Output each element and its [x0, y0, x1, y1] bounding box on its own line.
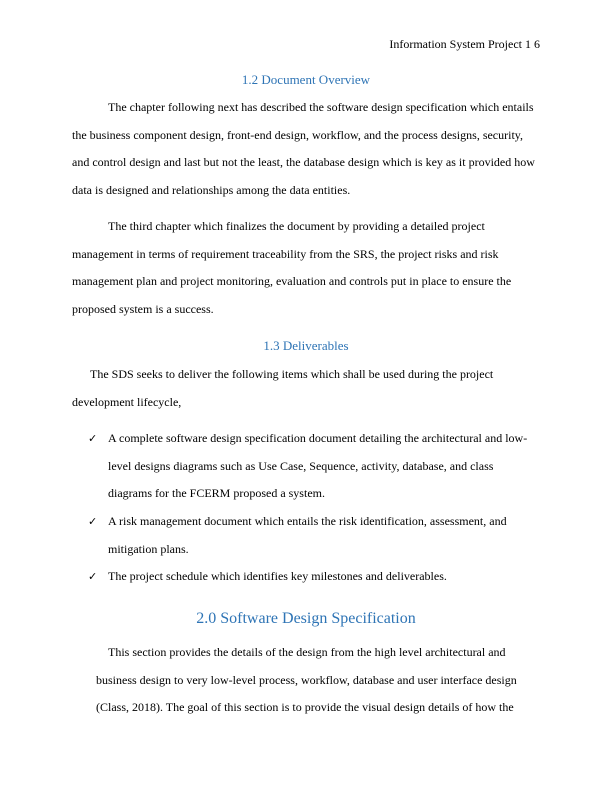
paragraph-line: The chapter following next has described the software design specification which entails — [108, 100, 534, 114]
heading-software-design-specification: 2.0 Software Design Specification — [196, 610, 416, 627]
bullet-line: mitigation plans. — [108, 541, 189, 556]
bullet-line: A complete software design specification document detailing the architectural and low- — [108, 431, 528, 445]
paragraph-line: management plan and project monitoring, evaluation and controls put in place to ensure the — [72, 274, 512, 288]
paragraph-document-overview-1 — [72, 94, 535, 204]
paragraph-line: The SDS seeks to deliver the following items which shall be used during the project — [90, 367, 494, 381]
paragraph-line: development lifecycle, — [72, 394, 182, 409]
bullet-line: diagrams for the FCERM proposed a system. — [108, 486, 325, 500]
paragraph-line: proposed system is a success. — [72, 301, 214, 316]
heading-deliverables: 1.3 Deliverables — [263, 338, 349, 353]
paragraph-line: and control design and last but not the least, the database design which is key as it provided how — [72, 155, 535, 169]
paragraph-line: The third chapter which finalizes the document by providing a detailed project — [108, 219, 485, 233]
bullet-line: The project schedule which identifies key milestones and deliverables. — [108, 569, 447, 583]
paragraph-software-design-specification — [96, 639, 517, 722]
paragraph-document-overview-2 — [72, 213, 511, 323]
bullet-line: A risk management document which entails the risk identification, assessment, and — [108, 514, 507, 528]
checkmark-icon: ✓ — [88, 515, 98, 528]
paragraph-line: business design to very low-level process, workflow, database and user interface design — [96, 672, 517, 687]
paragraph-deliverables-intro — [72, 361, 494, 416]
paragraph-line: the business component design, front-end design, workflow, and the process designs, security, — [72, 127, 524, 142]
checkmark-icon: ✓ — [88, 570, 98, 583]
paragraph-line: This section provides the details of the design from the high level architectural and — [108, 645, 506, 659]
paragraph-line: management in terms of requirement traceability from the SRS, the project risks and risk — [72, 246, 499, 261]
paragraph-line: (Class, 2018). The goal of this section is to provide the visual design details of how the — [96, 700, 514, 714]
checkmark-icon: ✓ — [88, 432, 98, 445]
paragraph-line: data is designed and relationships among the data entities. — [72, 182, 351, 197]
bullet-line: level designs diagrams such as Use Case, Sequence, activity, database, and class — [108, 458, 494, 473]
running-head: Information System Project 1 6 — [389, 37, 540, 51]
heading-document-overview: 1.2 Document Overview — [241, 72, 371, 87]
